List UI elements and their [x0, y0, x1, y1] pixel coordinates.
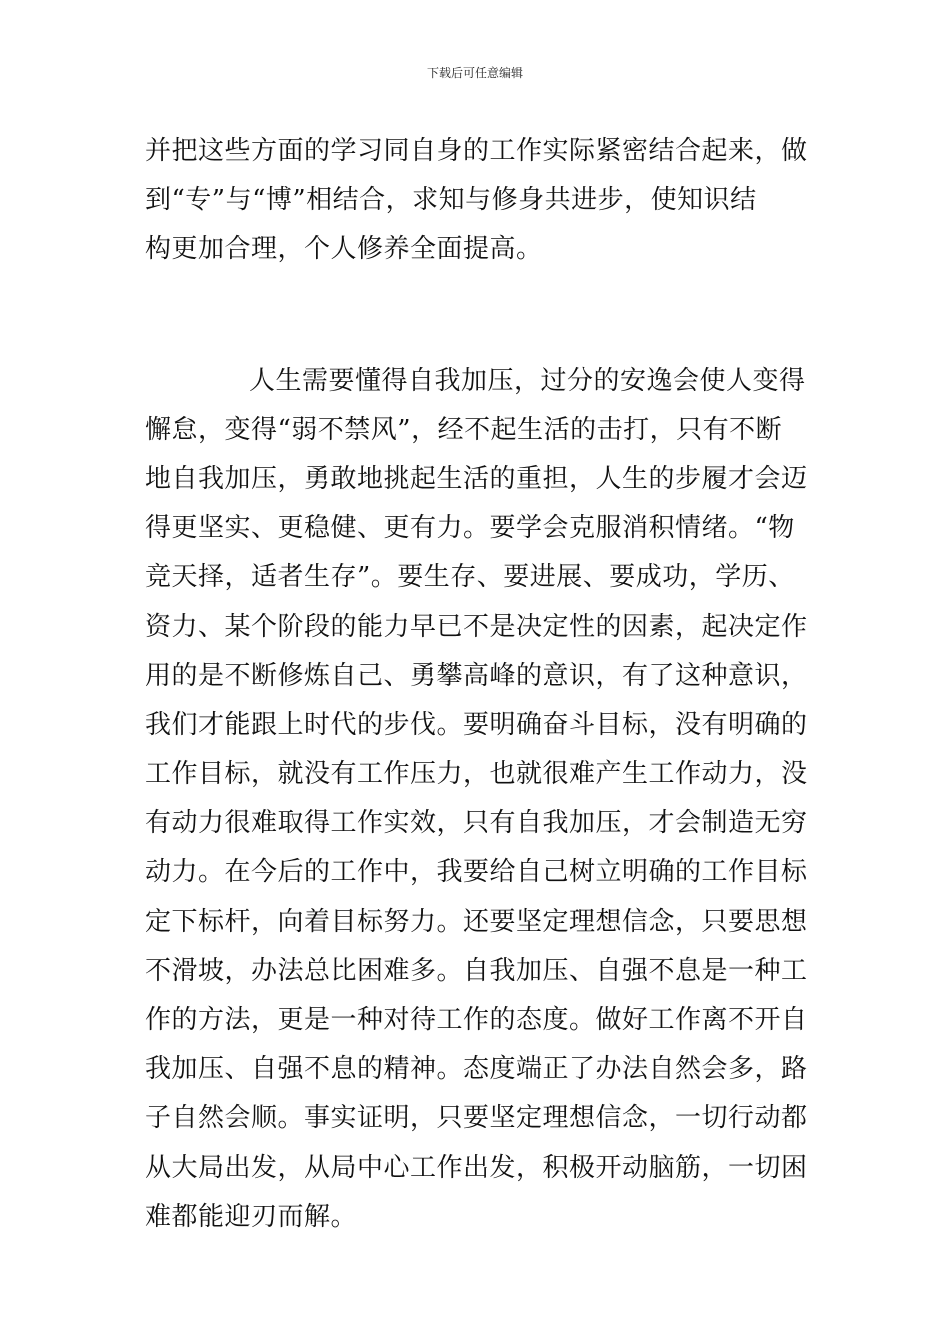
text-line: 资力、某个阶段的能力早已不是决定性的因素，起决定作: [145, 611, 808, 642]
text-line: 用的是不断修炼自己、勇攀高峰的意识，有了这种意识，: [145, 660, 808, 691]
text-line: 不滑坡，办法总比困难多。自我加压、自强不息是一种工: [145, 955, 808, 986]
text-line: 动力。在今后的工作中，我要给自己树立明确的工作目标: [145, 857, 808, 888]
text-line: 子自然会顺。事实证明，只要坚定理想信念，一切行动都: [145, 1103, 808, 1134]
text-line: 竞天择，适者生存”。要生存、要进展、要成功，学历、: [145, 562, 795, 593]
text-line: 并把这些方面的学习同自身的工作实际紧密结合起来，做: [145, 136, 808, 166]
page-header: 下载后可任意编辑: [426, 66, 523, 80]
text-line: 我加压、自强不息的精神。态度端正了办法自然会多，路: [145, 1054, 808, 1085]
text-line: 作的方法，更是一种对待工作的态度。做好工作离不开自: [145, 1005, 808, 1035]
text-line: 人生需要懂得自我加压，过分的安逸会使人变得: [249, 365, 806, 396]
text-line: 懈怠，变得“弱不禁风”，经不起生活的击打，只有不断: [145, 414, 783, 445]
text-line: 我们才能跟上时代的步伐。要明确奋斗目标，没有明确的: [145, 709, 808, 740]
text-line: 构更加合理，个人修养全面提高。: [145, 234, 543, 265]
text-line: 有动力很难取得工作实效，只有自我加压，才会制造无穷: [145, 808, 808, 839]
paragraph-1: [145, 127, 810, 275]
text-line: 地自我加压，勇敢地挑起生活的重担，人生的步履才会迈: [145, 463, 808, 494]
paragraph-spacer: [145, 275, 810, 357]
paragraph-2: [145, 357, 810, 1242]
text-line: 从大局出发，从局中心工作出发，积极开动脑筋，一切困: [145, 1152, 808, 1183]
text-line: 定下标杆，向着目标努力。还要坚定理想信念，只要思想: [145, 906, 808, 937]
text-line: 得更坚实、更稳健、更有力。要学会克服消积情绪。“物: [145, 513, 795, 544]
document-body: [145, 127, 810, 1242]
text-line: 难都能迎刃而解。: [145, 1201, 358, 1232]
text-line: 工作目标，就没有工作压力，也就很难产生工作动力，没: [145, 759, 808, 790]
text-line: 到“专”与“博”相结合，求知与修身共进步，使知识结: [145, 185, 757, 216]
